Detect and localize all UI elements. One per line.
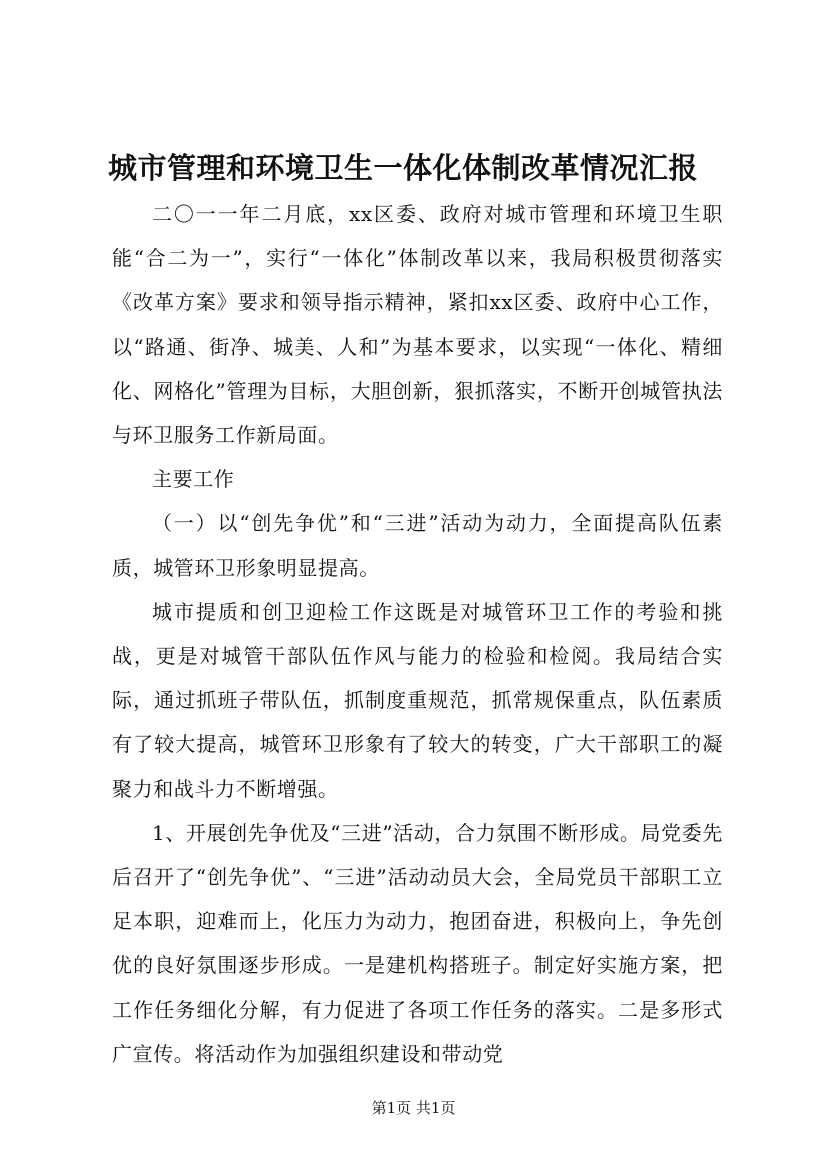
paragraph-body-1: 城市提质和创卫迎检工作这既是对城管环卫工作的考验和挑战，更是对城管干部队伍作风与能力的检验和检阅。我局结合实际，通过抓班子带队伍，抓制度重规范，抓常规保重点，队伍素质有了较大提高，城管环卫形象有了较大的转变，广大干部职工的凝聚力和战斗力不断增强。 [112,599,723,801]
section-heading-main-work: 主要工作 [152,467,235,492]
document-title: 城市管理和环境卫生一体化体制改革情况汇报 [108,151,699,185]
paragraph-intro: 二〇一一年二月底，xx区委、政府对城市管理和环境卫生职能“合二为一”，实行“一体化”体制改革以来，我局积极贯彻落实《改革方案》要求和领导指示精神，紧扣xx区委、政府中心工作，以“路通、街净、城美、人和”为基本要求，以实现“一体化、精细化、网格化”管理为目标，大胆创新，狠抓落实，不断开创城管执法与环卫服务工作新局面。 [112,202,723,448]
paragraph-body-2: 1、开展创先争优及“三进”活动，合力氛围不断形成。局党委先后召开了“创先争优”、“三进”活动动员大会，全局党员干部职工立足本职，迎难而上，化压力为动力，抱团奋进，积极向上，争先创优的良好氛围逐步形成。一是建机构搭班子。制定好实施方案，把工作任务细化分解，有力促进了各项工作任务的落实。二是多形式广宣传。将活动作为加强组织建设和带动党 [112,820,723,1066]
subsection-heading-1: （一）以“创先争优”和“三进”活动为动力，全面提高队伍素质，城管环卫形象明显提高。 [112,511,723,580]
document-body [112,192,723,1076]
page-footer: 第1页 共1页 [371,1099,456,1117]
